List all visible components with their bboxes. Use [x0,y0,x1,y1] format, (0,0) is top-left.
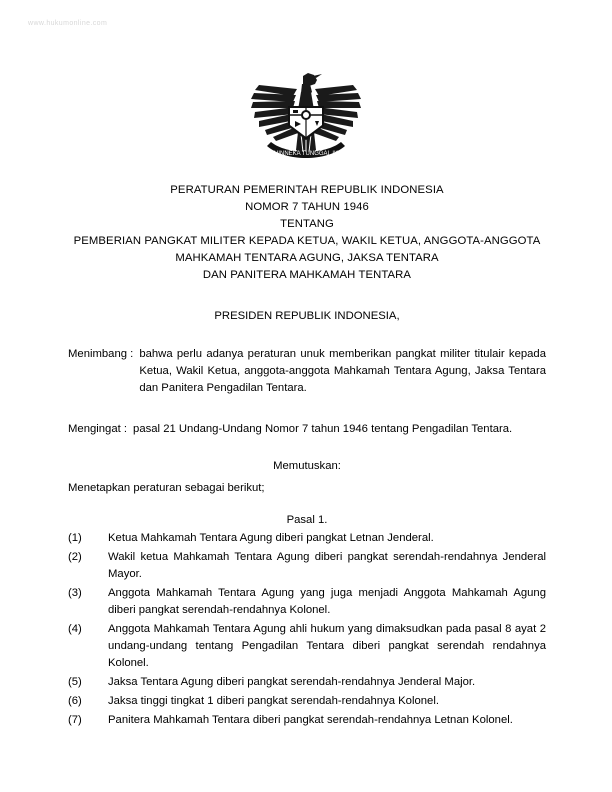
document-content [68,182,546,729]
title-line-1: PERATURAN PEMERINTAH REPUBLIK INDONESIA [170,184,444,196]
list-item-number: (5) [68,676,82,688]
list-item-text: Jaksa tinggi tingkat 1 diberi pangkat serendah-rendahnya Kolonel. [108,695,439,707]
list-item-text: Jaksa Tentara Agung diberi pangkat serendah-rendahnya Jenderal Major. [108,676,476,688]
title-line-6: DAN PANITERA MAHKAMAH TENTARA [202,269,412,281]
menetapkan-text: Menetapkan peraturan sebagai berikut; [68,482,265,494]
garuda-pancasila-emblem [0,70,612,171]
list-item [68,549,546,583]
list-item-text: Anggota Mahkamah Tentara Agung yang juga menjadi Anggota Mahkamah Agung diberi pangkat serendah-rendahnya Kolonel. [108,587,546,616]
document-title [68,182,546,284]
memutuskan-heading: Memutuskan: [273,460,341,472]
list-item-number: (6) [68,695,82,707]
list-item [68,621,546,672]
list-item [68,530,546,547]
title-line-4: PEMBERIAN PANGKAT MILITER KEPADA KETUA, WAKIL KETUA, ANGGOTA-ANGGOTA [73,235,541,247]
title-line-2: NOMOR 7 TAHUN 1946 [245,201,369,213]
list-item-number: (7) [68,714,82,726]
presiden-heading: PRESIDEN REPUBLIK INDONESIA, [214,310,400,322]
list-item [68,674,546,691]
title-line-5: MAHKAMAH TENTARA AGUNG, JAKSA TENTARA [175,252,439,264]
mengingat-clause [68,421,546,438]
list-item-number: (2) [68,551,82,563]
mengingat-text: pasal 21 Undang-Undang Nomor 7 tahun 1946 tentang Pengadilan Tentara. [133,423,513,435]
pasal-heading: Pasal 1. [286,514,328,526]
svg-text:BHINNEKA TUNGGAL IKA: BHINNEKA TUNGGAL IKA [269,151,343,157]
watermark-text: www.hukumonline.com [28,20,108,27]
list-item [68,712,546,729]
list-item-text: Anggota Mahkamah Tentara Agung ahli hukum yang dimaksudkan pada pasal 8 ayat 2 undang-undang tentang Pengadilan Tentara diberi pangkat serendah rendahnya Kolonel. [108,623,546,669]
menimbang-label: Menimbang : [68,348,134,360]
list-item-text: Wakil ketua Mahkamah Tentara Agung diberi pangkat serendah-rendahnya Jenderal Mayor. [108,551,546,580]
list-item-text: Ketua Mahkamah Tentara Agung diberi pangkat Letnan Jenderal. [108,532,434,544]
pasal-items-list [68,530,546,729]
list-item-number: (3) [68,587,82,599]
list-item [68,693,546,710]
mengingat-label: Mengingat : [68,423,128,435]
menimbang-text: bahwa perlu adanya peraturan unuk memberikan pangkat militer titulair kepada Ketua, Wakil Ketua, anggota-anggota Mahkamah Tentara Agung, Jaksa Tentara dan Panitera Pengadilan Tentara. [139,348,546,394]
list-item-number: (4) [68,623,82,635]
list-item-text: Panitera Mahkamah Tentara diberi pangkat serendah-rendahnya Letnan Kolonel. [108,714,513,726]
title-line-3: TENTANG [280,218,334,230]
list-item-number: (1) [68,532,82,544]
menimbang-clause [68,346,546,397]
list-item [68,585,546,619]
